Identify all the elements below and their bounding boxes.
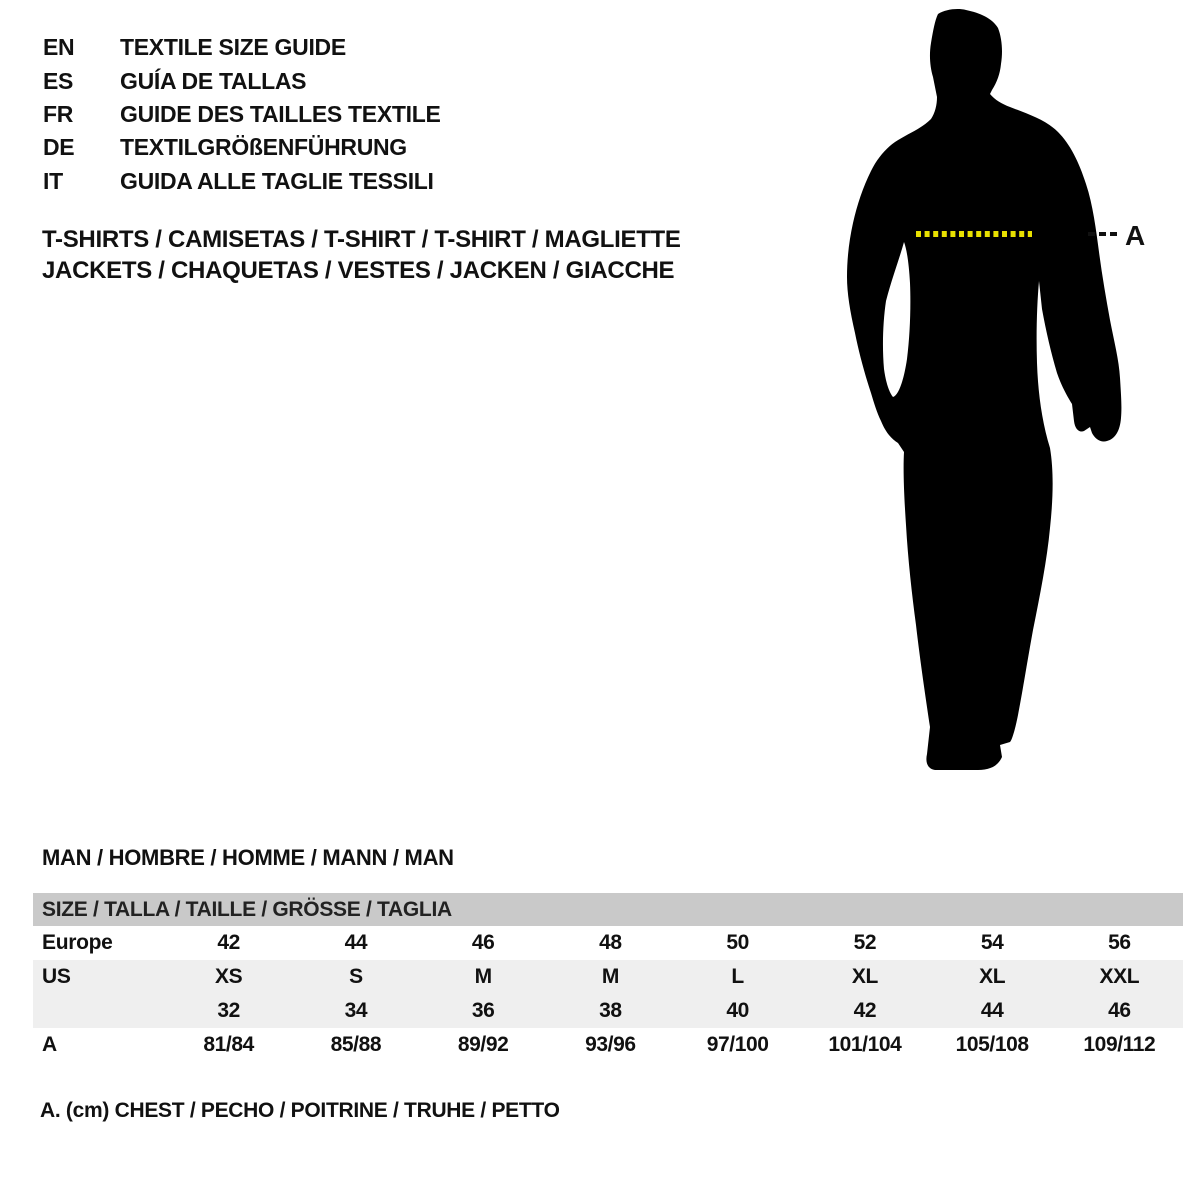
language-row-it [43, 165, 441, 198]
size-cell: 44 [344, 931, 368, 954]
size-cell: 52 [853, 931, 877, 954]
language-title: TEXTILGRÖßENFÜHRUNG [120, 134, 407, 161]
size-table [33, 893, 1183, 1062]
language-title: GUIDE DES TAILLES TEXTILE [120, 100, 441, 127]
size-cell: 50 [726, 931, 749, 954]
language-code: IT [43, 167, 63, 194]
table-row-numeric [33, 994, 1183, 1028]
language-row-es [43, 64, 441, 97]
language-title: GUIDA ALLE TAGLIE TESSILI [120, 167, 434, 194]
category-jackets: JACKETS / CHAQUETAS / VESTES / JACKEN / GIACCHE [42, 257, 675, 284]
gender-heading: MAN / HOMBRE / HOMME / MANN / MAN [42, 845, 454, 870]
size-cell: S [349, 965, 363, 988]
size-cell: 85/88 [330, 1033, 382, 1056]
size-cell: 36 [471, 999, 495, 1022]
size-cell: 101/104 [828, 1033, 902, 1056]
size-cell: 32 [217, 999, 240, 1022]
size-cell: M [601, 965, 619, 988]
size-cell: M [474, 965, 492, 988]
size-cell: 46 [471, 931, 495, 954]
size-cell: 105/108 [955, 1033, 1029, 1056]
language-code: DE [43, 134, 75, 161]
table-row-us [33, 960, 1183, 994]
table-row-chest-a [33, 1028, 1183, 1062]
size-cell: 38 [599, 999, 622, 1022]
language-row-de [43, 131, 441, 164]
size-cell: 97/100 [706, 1033, 769, 1056]
row-label: Europe [42, 931, 113, 954]
category-tshirts: T-SHIRTS / CAMISETAS / T-SHIRT / T-SHIRT / MAGLIETTE [42, 226, 681, 253]
size-cell: XL [851, 965, 878, 988]
measure-label-a: A [1125, 220, 1146, 251]
size-cell: 42 [217, 931, 240, 954]
size-cell: XXL [1099, 965, 1140, 988]
size-cell: 81/84 [203, 1033, 254, 1056]
size-table-header: SIZE / TALLA / TAILLE / GRÖSSE / TAGLIA [33, 893, 1183, 926]
man-silhouette-figure [840, 0, 1150, 790]
language-row-en [43, 31, 441, 64]
size-cell: 44 [980, 999, 1004, 1022]
size-cell: 48 [599, 931, 622, 954]
size-cell: 46 [1108, 999, 1131, 1022]
size-cell: 56 [1108, 931, 1131, 954]
garment-categories [42, 224, 681, 286]
language-row-fr [43, 98, 441, 131]
language-title: TEXTILE SIZE GUIDE [120, 34, 346, 61]
language-code: ES [43, 67, 74, 94]
size-cell: XS [215, 965, 243, 988]
size-cell: 109/112 [1083, 1033, 1156, 1056]
size-cell: 93/96 [585, 1033, 636, 1056]
table-row-europe [33, 926, 1183, 960]
measurement-footnote: A. (cm) CHEST / PECHO / POITRINE / TRUHE / PETTO [40, 1099, 560, 1122]
size-cell: 54 [980, 931, 1004, 954]
size-cell: 89/92 [457, 1033, 509, 1056]
size-cell: XL [979, 965, 1006, 988]
language-code: EN [43, 34, 75, 61]
row-label: US [42, 965, 71, 988]
size-cell: 42 [853, 999, 877, 1022]
language-code: FR [43, 100, 74, 127]
man-silhouette [847, 9, 1121, 770]
row-label: A [42, 1033, 57, 1056]
size-cell: 40 [726, 999, 749, 1022]
language-title: GUÍA DE TALLAS [120, 67, 307, 94]
language-list [43, 31, 441, 198]
size-cell: L [731, 965, 744, 988]
size-cell: 34 [344, 999, 368, 1022]
